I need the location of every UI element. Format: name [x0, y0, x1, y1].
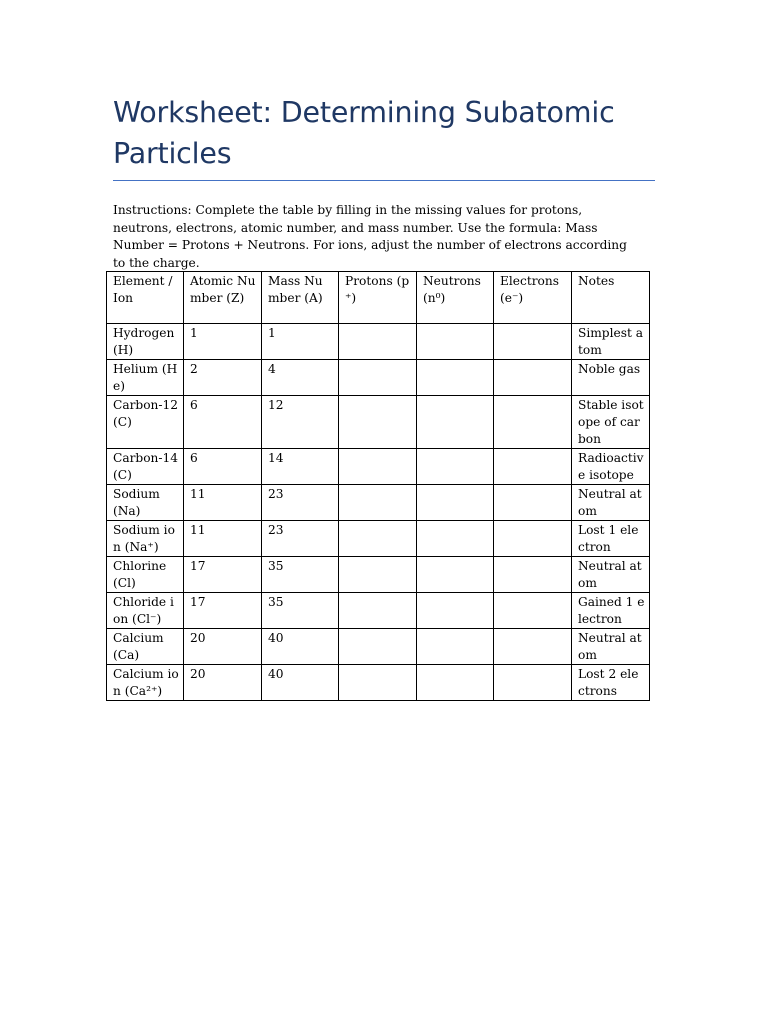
subatomic-particles-table [106, 271, 650, 701]
cell-atomic-number: 1 [184, 324, 262, 360]
cell-notes: Neutral atom [572, 629, 650, 665]
cell-neutrons[interactable] [417, 396, 494, 449]
cell-mass-number: 40 [262, 665, 339, 701]
cell-element: Hydrogen (H) [107, 324, 184, 360]
cell-atomic-number: 17 [184, 557, 262, 593]
cell-element: Calcium (Ca) [107, 629, 184, 665]
cell-atomic-number: 11 [184, 521, 262, 557]
cell-element: Chlorine (Cl) [107, 557, 184, 593]
header-element-ion: Element / Ion [107, 272, 184, 324]
cell-atomic-number: 2 [184, 360, 262, 396]
cell-notes: Lost 2 electrons [572, 665, 650, 701]
table-row [107, 324, 650, 360]
cell-protons[interactable] [339, 557, 417, 593]
cell-neutrons[interactable] [417, 557, 494, 593]
cell-protons[interactable] [339, 629, 417, 665]
cell-atomic-number: 11 [184, 485, 262, 521]
cell-electrons[interactable] [494, 324, 572, 360]
cell-mass-number: 4 [262, 360, 339, 396]
cell-neutrons[interactable] [417, 521, 494, 557]
page-title: Worksheet: Determining Subatomic Particles [113, 96, 615, 170]
cell-mass-number: 1 [262, 324, 339, 360]
cell-element: Carbon-14 (C) [107, 449, 184, 485]
cell-element: Sodium ion (Na⁺) [107, 521, 184, 557]
table-row [107, 396, 650, 449]
cell-element: Carbon-12 (C) [107, 396, 184, 449]
cell-notes: Neutral atom [572, 485, 650, 521]
cell-neutrons[interactable] [417, 593, 494, 629]
cell-notes: Stable isotope of carbon [572, 396, 650, 449]
cell-notes: Neutral atom [572, 557, 650, 593]
table-row [107, 557, 650, 593]
cell-electrons[interactable] [494, 593, 572, 629]
cell-mass-number: 40 [262, 629, 339, 665]
cell-protons[interactable] [339, 665, 417, 701]
table-row [107, 360, 650, 396]
table-row [107, 485, 650, 521]
table-row [107, 665, 650, 701]
cell-mass-number: 35 [262, 557, 339, 593]
cell-electrons[interactable] [494, 396, 572, 449]
cell-electrons[interactable] [494, 449, 572, 485]
cell-electrons[interactable] [494, 665, 572, 701]
table-row [107, 593, 650, 629]
cell-notes: Gained 1 electron [572, 593, 650, 629]
cell-electrons[interactable] [494, 360, 572, 396]
cell-notes: Simplest atom [572, 324, 650, 360]
cell-neutrons[interactable] [417, 449, 494, 485]
cell-mass-number: 14 [262, 449, 339, 485]
cell-protons[interactable] [339, 521, 417, 557]
instructions-paragraph: Instructions: Complete the table by filling in the missing values for protons, neutrons, electrons, atomic number, and mass number. Use the formula: Mass Number = Protons + Neutrons. For ions, adjust the number of electrons according to the charge. [113, 203, 627, 270]
header-protons: Protons (p⁺) [339, 272, 417, 324]
header-notes: Notes [572, 272, 650, 324]
cell-electrons[interactable] [494, 521, 572, 557]
cell-protons[interactable] [339, 485, 417, 521]
cell-notes: Noble gas [572, 360, 650, 396]
cell-element: Sodium (Na) [107, 485, 184, 521]
cell-protons[interactable] [339, 360, 417, 396]
cell-element: Calcium ion (Ca²⁺) [107, 665, 184, 701]
cell-neutrons[interactable] [417, 324, 494, 360]
header-mass-number: Mass Number (A) [262, 272, 339, 324]
cell-mass-number: 12 [262, 396, 339, 449]
cell-atomic-number: 17 [184, 593, 262, 629]
cell-protons[interactable] [339, 593, 417, 629]
table-row [107, 449, 650, 485]
cell-electrons[interactable] [494, 557, 572, 593]
cell-neutrons[interactable] [417, 360, 494, 396]
cell-mass-number: 35 [262, 593, 339, 629]
cell-atomic-number: 6 [184, 449, 262, 485]
title-divider [113, 180, 655, 181]
cell-neutrons[interactable] [417, 665, 494, 701]
cell-atomic-number: 20 [184, 629, 262, 665]
cell-neutrons[interactable] [417, 629, 494, 665]
table-row [107, 629, 650, 665]
header-atomic-number: Atomic Number (Z) [184, 272, 262, 324]
cell-protons[interactable] [339, 324, 417, 360]
cell-element: Helium (He) [107, 360, 184, 396]
cell-notes: Lost 1 electron [572, 521, 650, 557]
header-neutrons: Neutrons (n⁰) [417, 272, 494, 324]
cell-electrons[interactable] [494, 629, 572, 665]
cell-mass-number: 23 [262, 485, 339, 521]
cell-atomic-number: 6 [184, 396, 262, 449]
cell-protons[interactable] [339, 396, 417, 449]
table-header-row [107, 272, 650, 324]
cell-element: Chloride ion (Cl⁻) [107, 593, 184, 629]
cell-mass-number: 23 [262, 521, 339, 557]
cell-atomic-number: 20 [184, 665, 262, 701]
header-electrons: Electrons (e⁻) [494, 272, 572, 324]
cell-neutrons[interactable] [417, 485, 494, 521]
table-row [107, 521, 650, 557]
cell-electrons[interactable] [494, 485, 572, 521]
cell-notes: Radioactive isotope [572, 449, 650, 485]
cell-protons[interactable] [339, 449, 417, 485]
